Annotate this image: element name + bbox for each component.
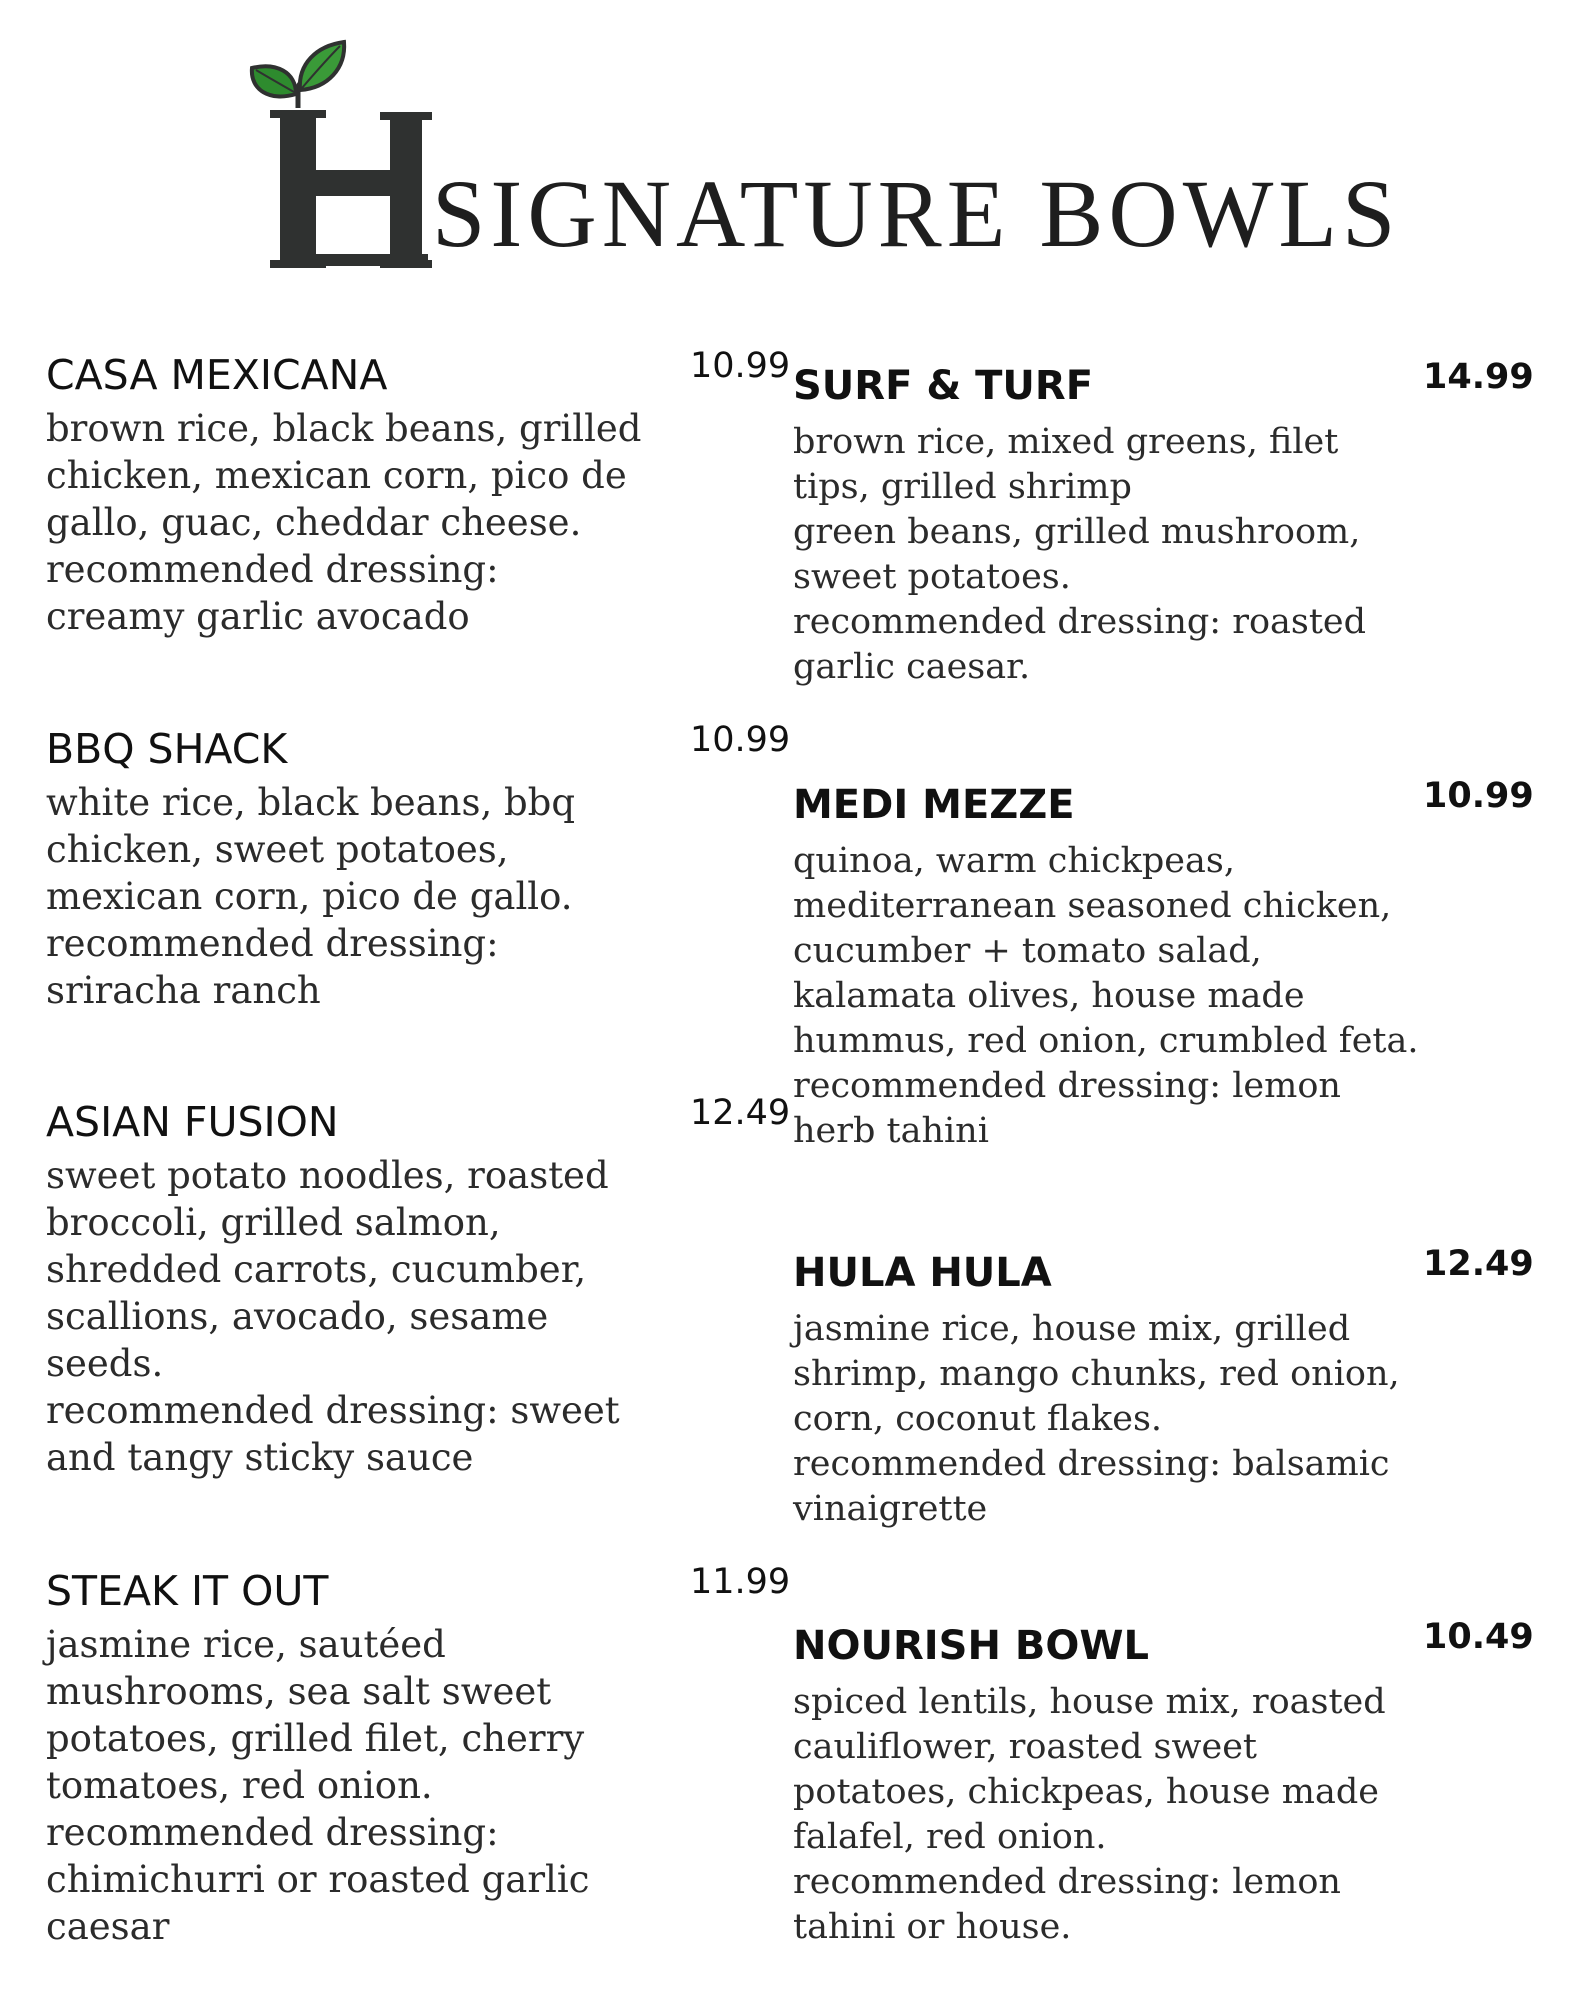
- item-description: spiced lentils, house mix, roasted cauliflower, roasted sweet potatoes, chickpeas, house made falafel, red onion. recommended dressing: lemon tahini or house.: [793, 1682, 1386, 1947]
- item-price: 10.99: [1423, 776, 1534, 816]
- item-price: 14.99: [1423, 357, 1534, 397]
- page-title: SIGNATURE BOWLS: [432, 160, 1401, 267]
- item-name: SURF & TURF: [793, 363, 1094, 409]
- leaf-sprout-h-logo-icon: [240, 28, 440, 278]
- menu-header: [240, 28, 1401, 278]
- item-name: NOURISH BOWL: [793, 1623, 1149, 1669]
- item-name: HULA HULA: [793, 1250, 1052, 1296]
- item-name: STEAK IT OUT: [46, 1567, 329, 1615]
- item-description: quinoa, warm chickpeas, mediterranean seasoned chicken, cucumber + tomato salad, kalamata olives, house made hummus, red onion, crumbled feta. recommended dressing: lemon herb tahini: [793, 841, 1419, 1151]
- item-price: 10.49: [1423, 1617, 1534, 1657]
- item-price: 10.99: [690, 720, 791, 760]
- item-name: MEDI MEZZE: [793, 782, 1075, 828]
- item-name: CASA MEXICANA: [46, 351, 388, 399]
- item-description: brown rice, black beans, grilled chicken, mexican corn, pico de gallo, guac, cheddar cheese. recommended dressing: creamy garlic avocado: [46, 407, 642, 638]
- item-price: 11.99: [690, 1562, 791, 1602]
- item-price: 12.49: [690, 1093, 791, 1133]
- item-name: ASIAN FUSION: [46, 1098, 339, 1146]
- item-name: BBQ SHACK: [46, 725, 288, 773]
- item-price: 10.99: [690, 346, 791, 386]
- item-description: brown rice, mixed greens, filet tips, grilled shrimp green beans, grilled mushroom, sweet potatoes. recommended dressing: roasted garlic caesar.: [793, 422, 1367, 687]
- item-description: white rice, black beans, bbq chicken, sweet potatoes, mexican corn, pico de gallo. recommended dressing: sriracha ranch: [46, 781, 576, 1012]
- item-description: jasmine rice, house mix, grilled shrimp, mango chunks, red onion, corn, coconut flakes. recommended dressing: balsamic vinaigrette: [793, 1309, 1400, 1529]
- item-description: sweet potato noodles, roasted broccoli, grilled salmon, shredded carrots, cucumber, scallions, avocado, sesame seeds. recommended dressing: sweet and tangy sticky sauce: [46, 1154, 620, 1479]
- item-description: jasmine rice, sautéed mushrooms, sea salt sweet potatoes, grilled filet, cherry tomatoes, red onion. recommended dressing: chimichurri or roasted garlic caesar: [46, 1623, 590, 1948]
- item-price: 12.49: [1423, 1244, 1534, 1284]
